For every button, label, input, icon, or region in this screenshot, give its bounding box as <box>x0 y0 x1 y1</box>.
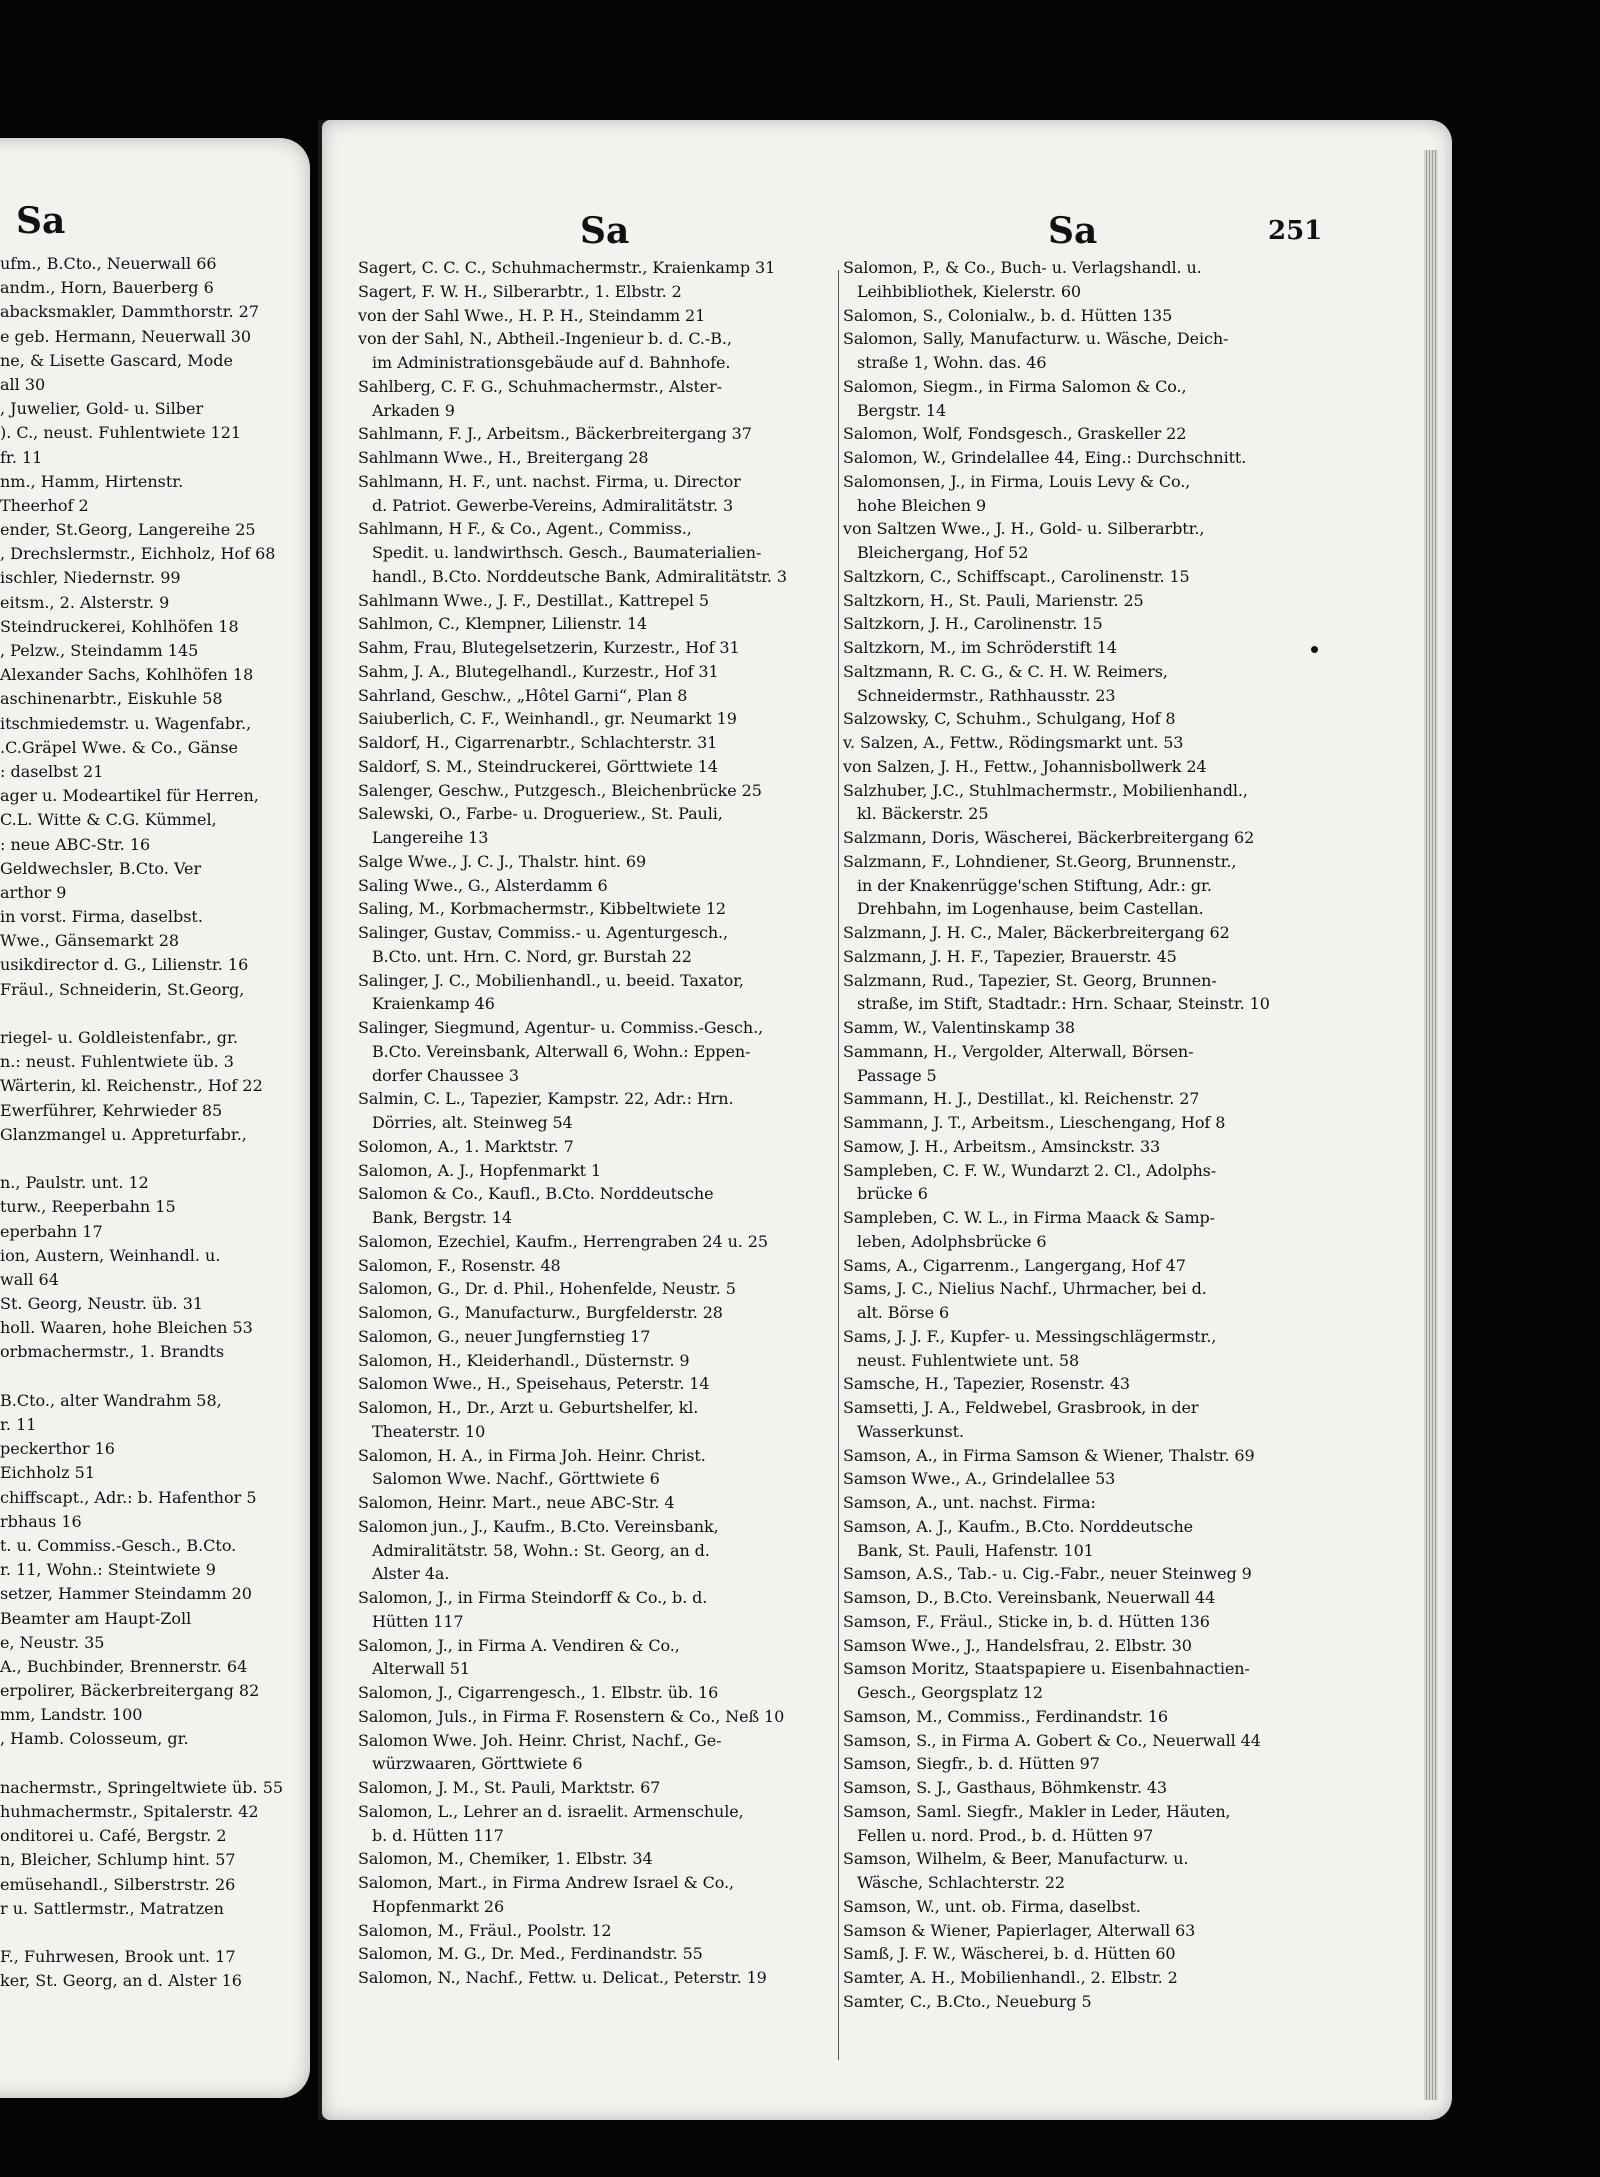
directory-entry: Samson, M., Commiss., Ferdinandstr. 16 <box>843 1706 1169 1726</box>
left-entry-line: eperbahn 17 <box>0 1221 103 1241</box>
left-entry-line: F., Fuhrwesen, Brook unt. 17 <box>0 1947 236 1967</box>
directory-entry-continuation: Gesch., Georgsplatz 12 <box>857 1683 1043 1702</box>
directory-entry-continuation: Bank, Bergstr. 14 <box>372 1208 512 1227</box>
directory-entry: Samson, S., in Firma A. Gobert & Co., Neuerwall 44 <box>843 1730 1261 1750</box>
directory-entry: Salomon, J. M., St. Pauli, Marktstr. 67 <box>358 1778 661 1797</box>
left-entry-line: peckerthor 16 <box>0 1439 115 1459</box>
left-entry-line <box>0 1147 298 1171</box>
directory-entry-continuation: B.Cto. Vereinsbank, Alterwall 6, Wohn.: Eppen- <box>372 1041 751 1061</box>
directory-entry-continuation: Alterwall 51 <box>372 1659 470 1679</box>
directory-entry: Samsetti, J. A., Feldwebel, Grasbrook, in der <box>843 1398 1199 1417</box>
left-entry-line: eitsm., 2. Alsterstr. 9 <box>0 592 170 612</box>
left-entry-line: Beamter am Haupt-Zoll <box>0 1608 192 1628</box>
left-entry-line: holl. Waaren, hohe Bleichen 53 <box>0 1318 253 1338</box>
directory-entry: Saldorf, S. M., Steindruckerei, Görttwiete 14 <box>358 756 718 776</box>
directory-entry: Saltzmann, R. C. G., & C. H. W. Reimers, <box>843 661 1168 681</box>
left-entry-line: n., Paulstr. unt. 12 <box>0 1173 149 1193</box>
left-page-column <box>0 252 298 1994</box>
left-entry-line: ager u. Modeartikel für Herren, <box>0 786 259 806</box>
directory-entry: Salomon, Siegm., in Firma Salomon & Co., <box>843 376 1187 396</box>
left-entry-line <box>0 1752 298 1776</box>
left-page-header: Sa <box>16 200 66 242</box>
left-entry-line: t. u. Commiss.-Gesch., B.Cto. <box>0 1535 237 1555</box>
directory-entry-continuation: Arkaden 9 <box>372 400 455 420</box>
directory-entry-continuation: hohe Bleichen 9 <box>857 495 987 515</box>
left-entry-line: andm., Horn, Bauerberg 6 <box>0 278 214 298</box>
left-entry-line: emüsehandl., Silberstrstr. 26 <box>0 1874 236 1894</box>
directory-entry: Sampleben, C. W. L., in Firma Maack & Samp- <box>843 1208 1215 1227</box>
page-number: 251 <box>1268 216 1323 246</box>
directory-entry: Salomon, Wolf, Fondsgesch., Graskeller 22 <box>843 424 1187 444</box>
left-entry-line: fr. 11 <box>0 447 43 467</box>
directory-entry: Salomon, L., Lehrer an d. israelit. Armenschule, <box>358 1801 744 1821</box>
directory-entry-continuation: Salomon Wwe. Nachf., Görttwiete 6 <box>372 1469 660 1489</box>
left-entry-line: Ewerführer, Kehrwieder 85 <box>0 1100 223 1120</box>
directory-entry-continuation: B.Cto. unt. Hrn. C. Nord, gr. Burstah 22 <box>372 946 692 966</box>
left-entry-line: ufm., B.Cto., Neuerwall 66 <box>0 254 217 273</box>
left-entry-line: ender, St.Georg, Langereihe 25 <box>0 520 256 540</box>
directory-entry: Salomon, F., Rosenstr. 48 <box>358 1255 561 1275</box>
directory-entry-continuation: in der Knakenrügge'schen Stiftung, Adr.: gr. <box>857 875 1212 895</box>
directory-entry: von Saltzen Wwe., J. H., Gold- u. Silberarbtr., <box>843 519 1205 539</box>
left-entry-line: Theerhof 2 <box>0 495 89 515</box>
left-entry-line: r. 11, Wohn.: Steintwiete 9 <box>0 1560 216 1580</box>
directory-entry: Salomon, M., Chemiker, 1. Elbstr. 34 <box>358 1849 653 1869</box>
left-entry-line: nachermstr., Springeltwiete üb. 55 <box>0 1777 284 1797</box>
directory-entry-continuation: Drehbahn, im Logenhause, beim Castellan. <box>857 899 1204 919</box>
left-entry-line: , Drechslermstr., Eichholz, Hof 68 <box>0 544 276 564</box>
directory-entry: Salinger, Gustav, Commiss.- u. Agenturgesch., <box>358 923 729 942</box>
directory-entry-continuation: Leihbibliothek, Kielerstr. 60 <box>857 281 1081 301</box>
directory-entry-continuation: Kraienkamp 46 <box>372 994 495 1014</box>
directory-entry: Salenger, Geschw., Putzgesch., Bleichenbrücke 25 <box>358 780 762 800</box>
directory-entry: Salomon, N., Nachf., Fettw. u. Delicat., Peterstr. 19 <box>358 1968 767 1987</box>
left-entry-line: n, Bleicher, Schlump hint. 57 <box>0 1850 236 1870</box>
directory-entry: Sahlmann Wwe., J. F., Destillat., Kattrepel 5 <box>358 590 709 610</box>
directory-entry: Samson, A., unt. nachst. Firma: <box>843 1493 1096 1512</box>
directory-entry-continuation: Spedit. u. landwirthsch. Gesch., Baumaterialien- <box>372 543 762 562</box>
directory-entry: Salzhuber, J.C., Stuhlmachermstr., Mobilienhandl., <box>843 780 1248 800</box>
ink-speck <box>1311 646 1318 653</box>
directory-entry: Solomon, A., 1. Marktstr. 7 <box>358 1136 574 1156</box>
directory-entry: Sammann, J. T., Arbeitsm., Lieschengang, Hof 8 <box>843 1113 1226 1132</box>
directory-entry: Sahm, J. A., Blutegelhandl., Kurzestr., Hof 31 <box>358 661 719 681</box>
directory-entry: v. Salzen, A., Fettw., Rödingsmarkt unt. 53 <box>843 733 1184 752</box>
directory-entry: Samson Moritz, Staatspapiere u. Eisenbahnactien- <box>843 1659 1250 1679</box>
left-entry-line: Alexander Sachs, Kohlhöfen 18 <box>0 665 254 685</box>
directory-entry: Salomon, J., Cigarrengesch., 1. Elbstr. üb. 16 <box>358 1683 719 1702</box>
left-entry-line: usikdirector d. G., Lilienstr. 16 <box>0 955 249 975</box>
directory-entry-continuation: Schneidermstr., Rathhausstr. 23 <box>857 685 1116 705</box>
directory-entry-continuation: würzwaaren, Görttwiete 6 <box>372 1754 583 1774</box>
page-edges <box>1424 150 1438 2100</box>
directory-entry: Saiuberlich, C. F., Weinhandl., gr. Neumarkt 19 <box>358 709 737 729</box>
directory-entry-continuation: alt. Börse 6 <box>857 1303 950 1322</box>
directory-entry-continuation: Theaterstr. 10 <box>372 1421 486 1441</box>
directory-entry: Sagert, F. W. H., Silberarbtr., 1. Elbstr. 2 <box>358 281 682 301</box>
column-divider <box>838 270 839 2060</box>
directory-entry: von der Sahl Wwe., H. P. H., Steindamm 21 <box>358 305 706 325</box>
directory-entry: Salomon, J., in Firma A. Vendiren & Co., <box>358 1635 680 1655</box>
directory-entry: Salomon, M. G., Dr. Med., Ferdinandstr. 55 <box>358 1944 703 1964</box>
directory-entry: Sams, J. J. F., Kupfer- u. Messingschlägermstr., <box>843 1326 1217 1346</box>
directory-entry: Sahlmann, H F., & Co., Agent., Commiss., <box>358 519 692 539</box>
directory-entry: Salinger, Siegmund, Agentur- u. Commiss.-Gesch., <box>358 1018 764 1037</box>
left-entry-line: arthor 9 <box>0 882 67 902</box>
directory-entry: Sams, J. C., Nielius Nachf., Uhrmacher, bei d. <box>843 1279 1207 1299</box>
directory-entry: Sahlmann, F. J., Arbeitsm., Bäckerbreitergang 37 <box>358 424 752 444</box>
left-entry-line: chiffscapt., Adr.: b. Hafenthor 5 <box>0 1487 257 1507</box>
left-entry-line: Geldwechsler, B.Cto. Ver <box>0 858 202 878</box>
directory-entry-continuation: Hopfenmarkt 26 <box>372 1896 505 1916</box>
directory-entry-continuation: Dörries, alt. Steinweg 54 <box>372 1113 573 1132</box>
directory-entry: Samson, D., B.Cto. Vereinsbank, Neuerwall 44 <box>843 1588 1216 1607</box>
directory-entry: Samson, S. J., Gasthaus, Böhmkenstr. 43 <box>843 1778 1167 1797</box>
directory-entry-continuation: b. d. Hütten 117 <box>372 1825 504 1845</box>
directory-entry: Salomon, S., Colonialw., b. d. Hütten 135 <box>843 305 1173 325</box>
left-entry-line: Fräul., Schneiderin, St.Georg, <box>0 979 245 999</box>
directory-entry: Samter, C., B.Cto., Neueburg 5 <box>843 1991 1092 2011</box>
directory-entry: Salmin, C. L., Tapezier, Kampstr. 22, Adr.: Hrn. <box>358 1089 734 1109</box>
left-entry-line: itschmiedemstr. u. Wagenfabr., <box>0 713 252 733</box>
directory-entry: Salomon, Sally, Manufacturw. u. Wäsche, Deich- <box>843 329 1229 349</box>
left-entry-line: r u. Sattlermstr., Matratzen <box>0 1898 224 1918</box>
directory-entry: Salewski, O., Farbe- u. Drogueriew., St. Pauli, <box>358 804 723 824</box>
directory-entry: Salzmann, Rud., Tapezier, St. Georg, Brunnen- <box>843 970 1217 990</box>
directory-entry: Samsche, H., Tapezier, Rosenstr. 43 <box>843 1374 1130 1394</box>
left-entry-line: aschinenarbtr., Eiskuhle 58 <box>0 689 223 709</box>
directory-entry-continuation: Admiralitätstr. 58, Wohn.: St. Georg, an d. <box>372 1540 710 1560</box>
left-entry-line: .C.Gräpel Wwe. & Co., Gänse <box>0 737 238 757</box>
directory-entry: Samson, Siegfr., b. d. Hütten 97 <box>843 1754 1100 1774</box>
left-entry-line: erpolirer, Bäckerbreitergang 82 <box>0 1681 260 1701</box>
directory-entry-continuation: straße, im Stift, Stadtadr.: Hrn. Schaar, Steinstr. 10 <box>857 994 1270 1014</box>
directory-entry: Sammann, H., Vergolder, Alterwall, Börsen- <box>843 1041 1194 1061</box>
directory-entry: Sahlberg, C. F. G., Schuhmachermstr., Alster- <box>358 376 723 396</box>
directory-entry-continuation: handl., B.Cto. Norddeutsche Bank, Admiralitätstr. 3 <box>372 566 787 586</box>
directory-entry: Salomonsen, J., in Firma, Louis Levy & Co., <box>843 471 1191 491</box>
left-entry-line: wall 64 <box>0 1269 59 1289</box>
left-entry-line: e geb. Hermann, Neuerwall 30 <box>0 326 252 346</box>
left-entry-line <box>0 1002 298 1026</box>
left-entry-line: r. 11 <box>0 1415 37 1434</box>
directory-entry: Salomon, G., Dr. d. Phil., Hohenfelde, Neustr. 5 <box>358 1279 736 1299</box>
directory-entry: Samson Wwe., A., Grindelallee 53 <box>843 1469 1116 1489</box>
directory-entry: Saltzkorn, C., Schiffscapt., Carolinenstr. 15 <box>843 566 1190 586</box>
directory-entry: Samson, Saml. Siegfr., Makler in Leder, Häuten, <box>843 1801 1231 1821</box>
directory-entry: Salzmann, J. H. C., Maler, Bäckerbreitergang 62 <box>843 923 1230 942</box>
left-entry-line: A., Buchbinder, Brennerstr. 64 <box>0 1656 248 1676</box>
directory-entry: Samson, A., in Firma Samson & Wiener, Thalstr. 69 <box>843 1445 1255 1465</box>
directory-entry: Sahrland, Geschw., „Hôtel Garni“, Plan 8 <box>358 685 688 705</box>
directory-entry: Salomon, G., neuer Jungfernstieg 17 <box>358 1326 651 1346</box>
directory-entry: Salomon, H., Kleiderhandl., Düsternstr. 9 <box>358 1350 690 1370</box>
directory-entry: Samson, Wilhelm, & Beer, Manufacturw. u. <box>843 1849 1189 1869</box>
left-entry-line: , Juwelier, Gold- u. Silber <box>0 399 204 419</box>
directory-entry: Salomon, W., Grindelallee 44, Eing.: Durchschnitt. <box>843 448 1247 467</box>
directory-entry-continuation: Wasserkunst. <box>857 1421 964 1441</box>
directory-entry: von Salzen, J. H., Fettw., Johannisbollwerk 24 <box>843 756 1207 776</box>
directory-entry: Saltzkorn, H., St. Pauli, Marienstr. 25 <box>843 590 1144 610</box>
directory-entry: Sams, A., Cigarrenm., Langergang, Hof 47 <box>843 1255 1186 1275</box>
directory-entry: Sahlmann Wwe., H., Breitergang 28 <box>358 448 649 467</box>
directory-entry: Samm, W., Valentinskamp 38 <box>843 1018 1075 1037</box>
left-entry-line: Glanzmangel u. Appreturfabr., <box>0 1124 247 1144</box>
directory-entry: Salomon, Mart., in Firma Andrew Israel & Co., <box>358 1873 734 1892</box>
directory-entry-continuation: Bergstr. 14 <box>857 400 947 420</box>
directory-entry: Salomon, G., Manufacturw., Burgfelderstr. 28 <box>358 1303 723 1322</box>
directory-entry: Samson & Wiener, Papierlager, Alterwall 63 <box>843 1920 1196 1940</box>
left-entry-line: abacksmakler, Dammthorstr. 27 <box>0 302 260 322</box>
directory-entry-continuation: Bleichergang, Hof 52 <box>857 543 1029 562</box>
directory-entry-continuation: straße 1, Wohn. das. 46 <box>857 353 1047 372</box>
directory-entry-continuation: im Administrationsgebäude auf d. Bahnhofe. <box>372 353 731 372</box>
right-page-header-right: Sa <box>1048 210 1098 252</box>
directory-entry: Sahm, Frau, Blutegelsetzerin, Kurzestr., Hof 31 <box>358 638 740 657</box>
directory-entry: Samson, W., unt. ob. Firma, daselbst. <box>843 1896 1141 1916</box>
directory-entry: Saltzkorn, J. H., Carolinenstr. 15 <box>843 614 1103 634</box>
directory-entry: Samß, J. F. W., Wäscherei, b. d. Hütten 60 <box>843 1944 1176 1964</box>
right-page-header-left: Sa <box>580 210 630 252</box>
left-entry-line: : daselbst 21 <box>0 761 104 781</box>
directory-entry: Sammann, H. J., Destillat., kl. Reichenstr. 27 <box>843 1089 1200 1109</box>
left-entry-line: e, Neustr. 35 <box>0 1632 105 1652</box>
directory-entry: Salomon, J., in Firma Steindorff & Co., b. d. <box>358 1588 708 1607</box>
left-entry-line: riegel- u. Goldleistenfabr., gr. <box>0 1028 238 1047</box>
directory-entry: Salomon, H. A., in Firma Joh. Heinr. Christ. <box>358 1445 706 1465</box>
left-entry-line: ion, Austern, Weinhandl. u. <box>0 1245 221 1265</box>
left-entry-line: ker, St. Georg, an d. Alster 16 <box>0 1971 242 1991</box>
directory-column-2 <box>843 256 1321 2014</box>
left-entry-line: ne, & Lisette Gascard, Mode <box>0 350 233 370</box>
directory-entry-continuation: brücke 6 <box>857 1184 928 1204</box>
directory-entry: Salomon, A. J., Hopfenmarkt 1 <box>358 1160 602 1180</box>
directory-entry-continuation: leben, Adolphsbrücke 6 <box>857 1231 1047 1251</box>
left-entry-line: Steindruckerei, Kohlhöfen 18 <box>0 616 239 636</box>
left-entry-line: onditorei u. Café, Bergstr. 2 <box>0 1826 227 1846</box>
directory-entry: Salomon jun., J., Kaufm., B.Cto. Vereinsbank, <box>358 1516 719 1536</box>
left-entry-line: Wärterin, kl. Reichenstr., Hof 22 <box>0 1076 263 1096</box>
left-entry-line: setzer, Hammer Steindamm 20 <box>0 1584 252 1604</box>
directory-entry-continuation: Wäsche, Schlachterstr. 22 <box>857 1873 1065 1892</box>
directory-entry: Samson, A.S., Tab.- u. Cig.-Fabr., neuer Steinweg 9 <box>843 1564 1252 1584</box>
directory-entry: Salzmann, Doris, Wäscherei, Bäckerbreitergang 62 <box>843 828 1255 847</box>
directory-entry-continuation: Fellen u. nord. Prod., b. d. Hütten 97 <box>857 1825 1154 1845</box>
left-entry-line: B.Cto., alter Wandrahm 58, <box>0 1390 222 1410</box>
directory-entry: Salzowsky, C, Schuhm., Schulgang, Hof 8 <box>843 709 1176 729</box>
left-entry-line: in vorst. Firma, daselbst. <box>0 907 203 927</box>
directory-entry: Salge Wwe., J. C. J., Thalstr. hint. 69 <box>358 851 647 871</box>
left-entry-line: n.: neust. Fuhlentwiete üb. 3 <box>0 1052 234 1072</box>
left-entry-line: nm., Hamm, Hirtenstr. <box>0 471 184 491</box>
directory-entry: Samter, A. H., Mobilienhandl., 2. Elbstr. 2 <box>843 1968 1178 1987</box>
left-entry-line: ). C., neust. Fuhlentwiete 121 <box>0 423 242 443</box>
directory-entry: von der Sahl, N., Abtheil.-Ingenieur b. d. C.-B., <box>358 329 732 349</box>
directory-entry: Sampleben, C. F. W., Wundarzt 2. Cl., Adolphs- <box>843 1160 1217 1180</box>
left-entry-line: all 30 <box>0 374 46 394</box>
directory-column-1 <box>358 256 836 1990</box>
left-entry-line <box>0 1921 298 1945</box>
left-entry-line: : neue ABC-Str. 16 <box>0 834 151 854</box>
left-entry-line: , Hamb. Colosseum, gr. <box>0 1729 189 1749</box>
left-entry-line <box>0 1365 298 1389</box>
directory-entry: Salomon Wwe., H., Speisehaus, Peterstr. 14 <box>358 1374 710 1394</box>
directory-entry-continuation: dorfer Chaussee 3 <box>372 1065 519 1085</box>
directory-entry: Samson Wwe., J., Handelsfrau, 2. Elbstr. 30 <box>843 1635 1192 1655</box>
directory-entry: Salzmann, F., Lohndiener, St.Georg, Brunnenstr., <box>843 851 1237 871</box>
left-entry-line: orbmachermstr., 1. Brandts <box>0 1342 225 1362</box>
directory-entry-continuation: Alster 4a. <box>372 1564 450 1584</box>
left-entry-line: turw., Reeperbahn 15 <box>0 1197 176 1217</box>
directory-entry: Salomon, P., & Co., Buch- u. Verlagshandl. u. <box>843 258 1202 277</box>
directory-entry: Salinger, J. C., Mobilienhandl., u. beeid. Taxator, <box>358 970 744 990</box>
directory-entry: Salomon Wwe. Joh. Heinr. Christ, Nachf., Ge- <box>358 1730 722 1750</box>
directory-entry: Sagert, C. C. C., Schuhmachermstr., Kraienkamp 31 <box>358 258 776 277</box>
directory-entry: Samson, A. J., Kaufm., B.Cto. Norddeutsche <box>843 1516 1194 1536</box>
directory-entry: Salomon & Co., Kaufl., B.Cto. Norddeutsche <box>358 1184 714 1204</box>
left-entry-line: Eichholz 51 <box>0 1463 95 1483</box>
left-entry-line: huhmachermstr., Spitalerstr. 42 <box>0 1802 259 1821</box>
directory-entry-continuation: Langereihe 13 <box>372 828 489 847</box>
directory-entry: Sahlmon, C., Klempner, Lilienstr. 14 <box>358 614 648 634</box>
left-entry-line: , Pelzw., Steindamm 145 <box>0 641 199 660</box>
left-entry-line: C.L. Witte & C.G. Kümmel, <box>0 810 217 830</box>
directory-entry-continuation: Hütten 117 <box>372 1611 464 1631</box>
directory-entry: Salomon, M., Fräul., Poolstr. 12 <box>358 1920 612 1940</box>
directory-entry: Salomon, Ezechiel, Kaufm., Herrengraben 24 u. 25 <box>358 1231 768 1251</box>
left-entry-line: mm, Landstr. 100 <box>0 1705 143 1725</box>
directory-entry: Salomon, H., Dr., Arzt u. Geburtshelfer, kl. <box>358 1398 699 1417</box>
directory-entry: Salomon, Juls., in Firma F. Rosenstern & Co., Neß 10 <box>358 1706 785 1726</box>
directory-entry-continuation: kl. Bäckerstr. 25 <box>857 804 989 824</box>
directory-entry-continuation: neust. Fuhlentwiete unt. 58 <box>857 1350 1080 1370</box>
directory-entry: Saltzkorn, M., im Schröderstift 14 <box>843 638 1117 657</box>
directory-entry: Saling, M., Korbmachermstr., Kibbeltwiete 12 <box>358 899 726 919</box>
directory-entry: Saling Wwe., G., Alsterdamm 6 <box>358 875 608 895</box>
directory-entry-continuation: d. Patriot. Gewerbe-Vereins, Admiralitätstr. 3 <box>372 495 734 515</box>
directory-entry: Salzmann, J. H. F., Tapezier, Brauerstr. 45 <box>843 946 1177 966</box>
directory-entry: Samson, F., Fräul., Sticke in, b. d. Hütten 136 <box>843 1611 1210 1631</box>
left-entry-line: rbhaus 16 <box>0 1511 82 1531</box>
directory-entry: Salomon, Heinr. Mart., neue ABC-Str. 4 <box>358 1493 675 1512</box>
directory-entry-continuation: Bank, St. Pauli, Hafenstr. 101 <box>857 1540 1094 1560</box>
left-entry-line: Wwe., Gänsemarkt 28 <box>0 931 180 951</box>
directory-entry-continuation: Passage 5 <box>857 1065 937 1085</box>
directory-entry: Sahlmann, H. F., unt. nachst. Firma, u. Director <box>358 471 741 491</box>
directory-entry: Saldorf, H., Cigarrenarbtr., Schlachterstr. 31 <box>358 733 718 752</box>
left-entry-line: St. Georg, Neustr. üb. 31 <box>0 1294 204 1314</box>
left-entry-line: ischler, Niedernstr. 99 <box>0 568 181 588</box>
directory-entry: Samow, J. H., Arbeitsm., Amsinckstr. 33 <box>843 1136 1161 1156</box>
